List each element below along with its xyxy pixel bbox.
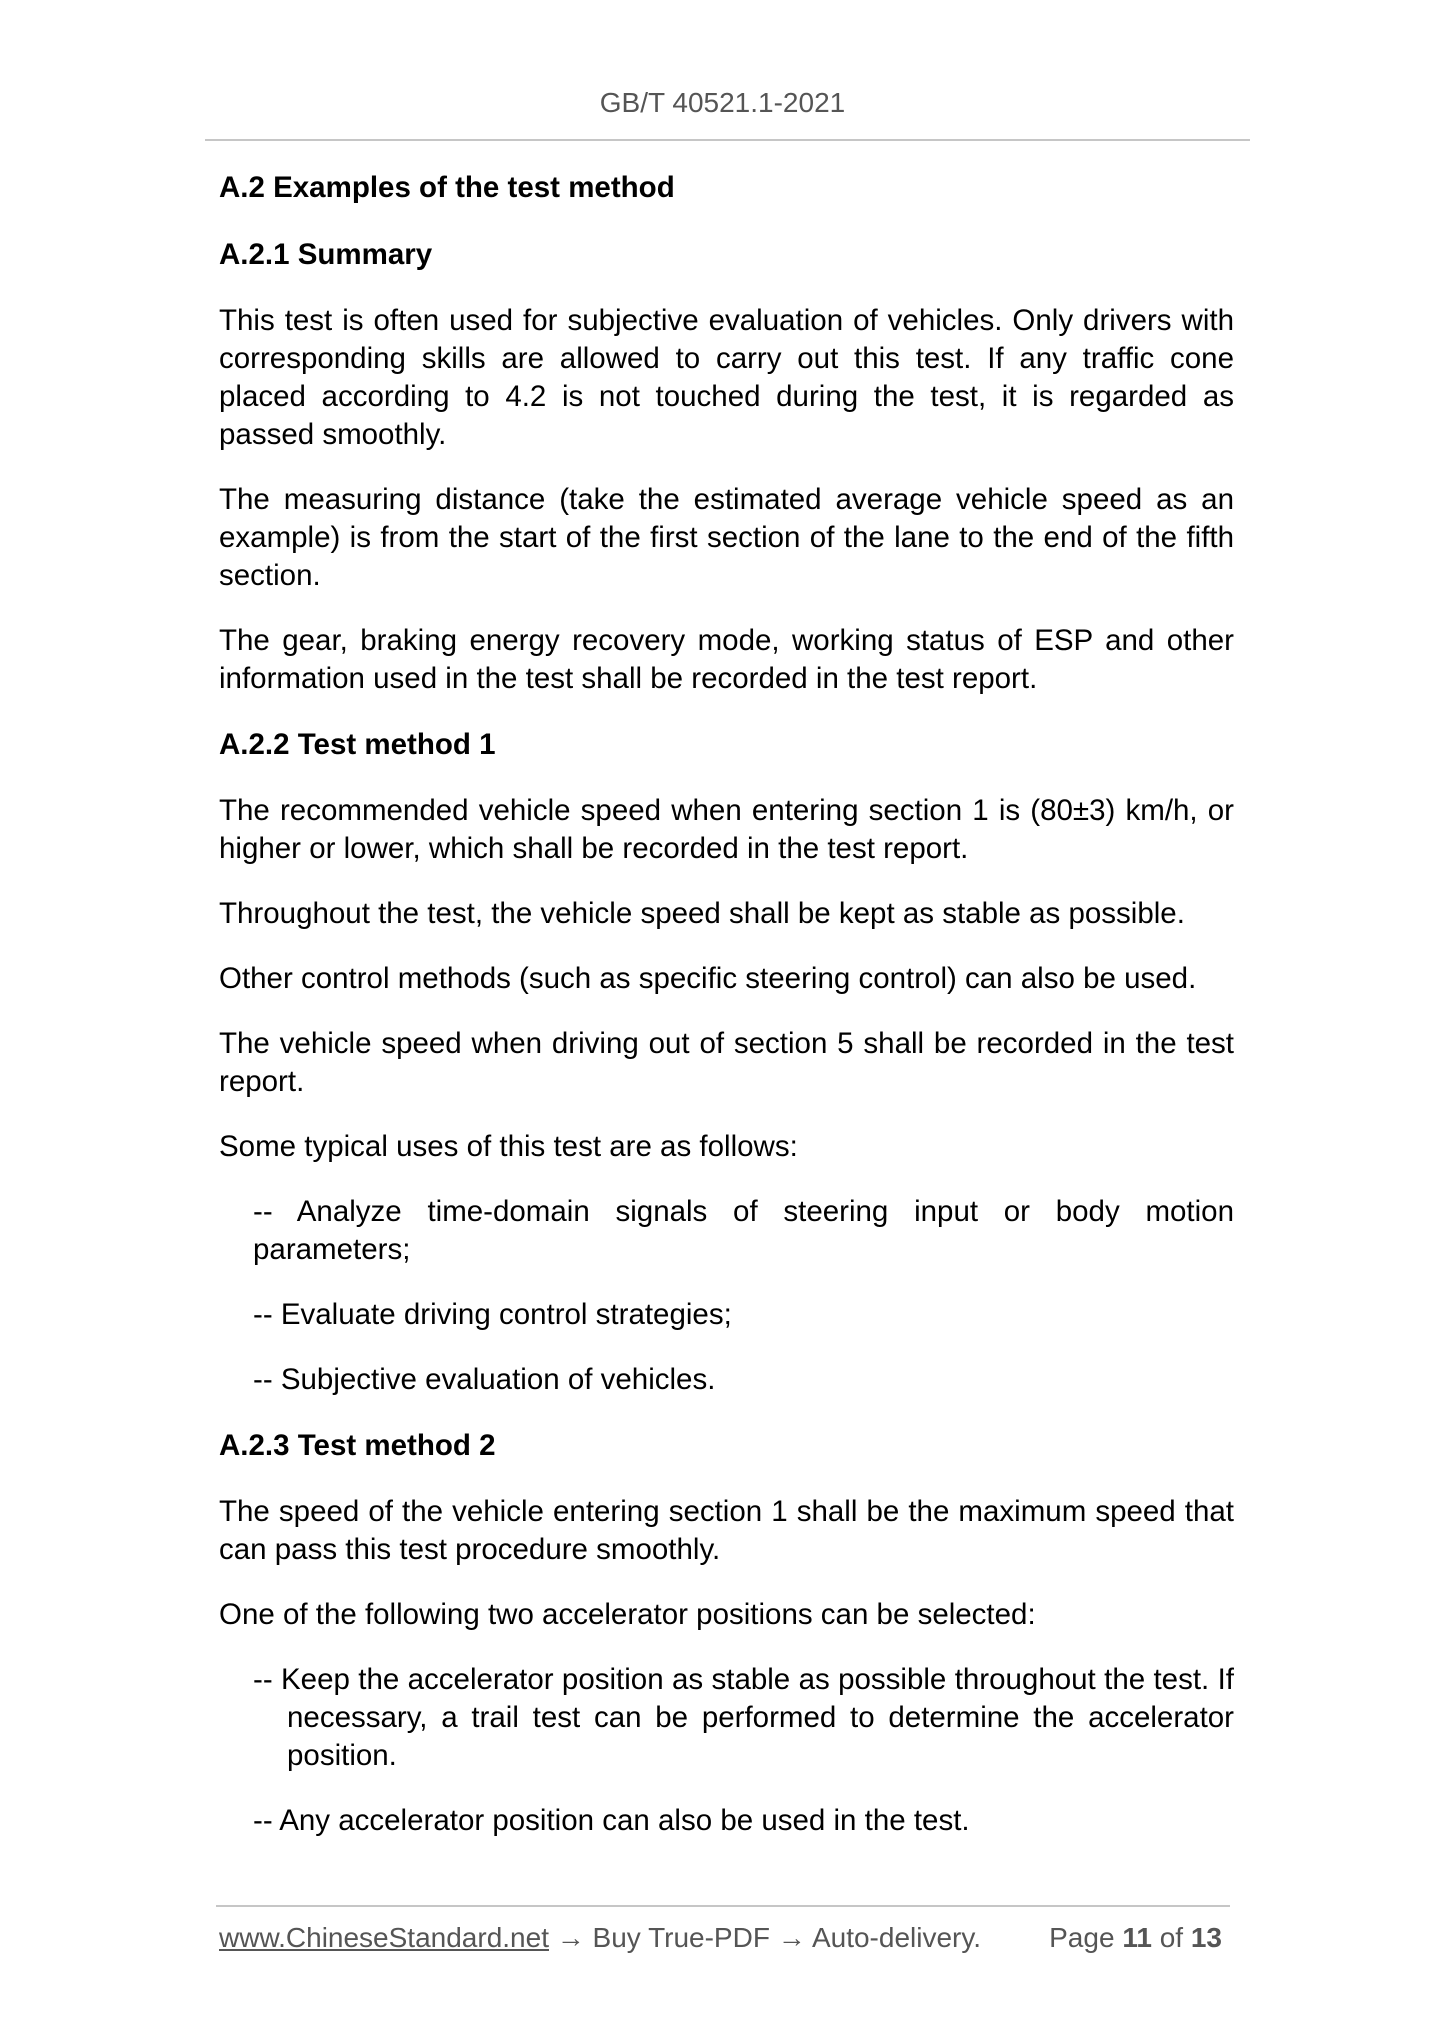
list-item: -- Evaluate driving control strategies; bbox=[253, 1298, 732, 1331]
page-number bbox=[1049, 1920, 1222, 1956]
paragraph-method1-4: The vehicle speed when driving out of section 5 shall be recorded in the test report. bbox=[219, 1027, 1234, 1098]
page-header: GB/T 40521.1-2021 bbox=[599, 87, 846, 118]
paragraph-method1-3: Other control methods (such as specific steering control) can also be used. bbox=[219, 962, 1197, 995]
paragraph-summary-3: The gear, braking energy recovery mode, working status of ESP and other information used in the test shall be recorded in the test report. bbox=[219, 624, 1234, 695]
footer-divider bbox=[216, 1905, 1230, 1907]
list-item: -- Keep the accelerator position as stable as possible throughout the test. If necessary, a trail test can be performed to determine the accelerator position. bbox=[253, 1663, 1234, 1772]
paragraph-method1-5: Some typical uses of this test are as follows: bbox=[219, 1130, 798, 1163]
arrow-right-icon: → bbox=[777, 1922, 806, 1953]
site-link[interactable]: www.ChineseStandard.net bbox=[219, 1922, 549, 1953]
page-label: Page bbox=[1049, 1922, 1115, 1953]
paragraph-summary-2: The measuring distance (take the estimated average vehicle speed as an example) is from the start of the first section of the lane to the end of the fifth section. bbox=[219, 483, 1234, 592]
list-item: -- Subjective evaluation of vehicles. bbox=[253, 1363, 716, 1396]
paragraph-method2-1: The speed of the vehicle entering section 1 shall be the maximum speed that can pass this test procedure smoothly. bbox=[219, 1495, 1234, 1566]
heading-a2-3: A.2.3 Test method 2 bbox=[219, 1429, 496, 1462]
heading-a2-2: A.2.2 Test method 1 bbox=[219, 728, 496, 761]
page-of: of bbox=[1159, 1922, 1184, 1953]
paragraph-summary-1: This test is often used for subjective evaluation of vehicles. Only drivers with corresponding skills are allowed to carry out this test. If any traffic cone placed according to 4.2 is not touched during the test, it is regarded as passed smoothly. bbox=[219, 304, 1234, 451]
paragraph-method1-1: The recommended vehicle speed when entering section 1 is (80±3) km/h, or higher or lower, which shall be recorded in the test report. bbox=[219, 794, 1234, 865]
list-item: -- Any accelerator position can also be used in the test. bbox=[253, 1804, 970, 1837]
arrow-right-icon: → bbox=[556, 1922, 585, 1953]
heading-a2-1: A.2.1 Summary bbox=[219, 238, 433, 271]
paragraph-method1-2: Throughout the test, the vehicle speed shall be kept as stable as possible. bbox=[219, 897, 1185, 930]
list-item: -- Analyze time-domain signals of steering input or body motion parameters; bbox=[253, 1195, 1234, 1266]
buy-text: Buy True-PDF bbox=[592, 1922, 770, 1953]
page-total: 13 bbox=[1190, 1922, 1222, 1953]
page-current: 11 bbox=[1122, 1922, 1152, 1953]
heading-a2: A.2 Examples of the test method bbox=[219, 171, 675, 204]
header-divider bbox=[205, 139, 1250, 141]
paragraph-method2-2: One of the following two accelerator positions can be selected: bbox=[219, 1598, 1036, 1631]
page-footer bbox=[219, 1920, 1230, 1956]
delivery-text: Auto-delivery. bbox=[811, 1922, 982, 1953]
document-body bbox=[219, 168, 1234, 1867]
